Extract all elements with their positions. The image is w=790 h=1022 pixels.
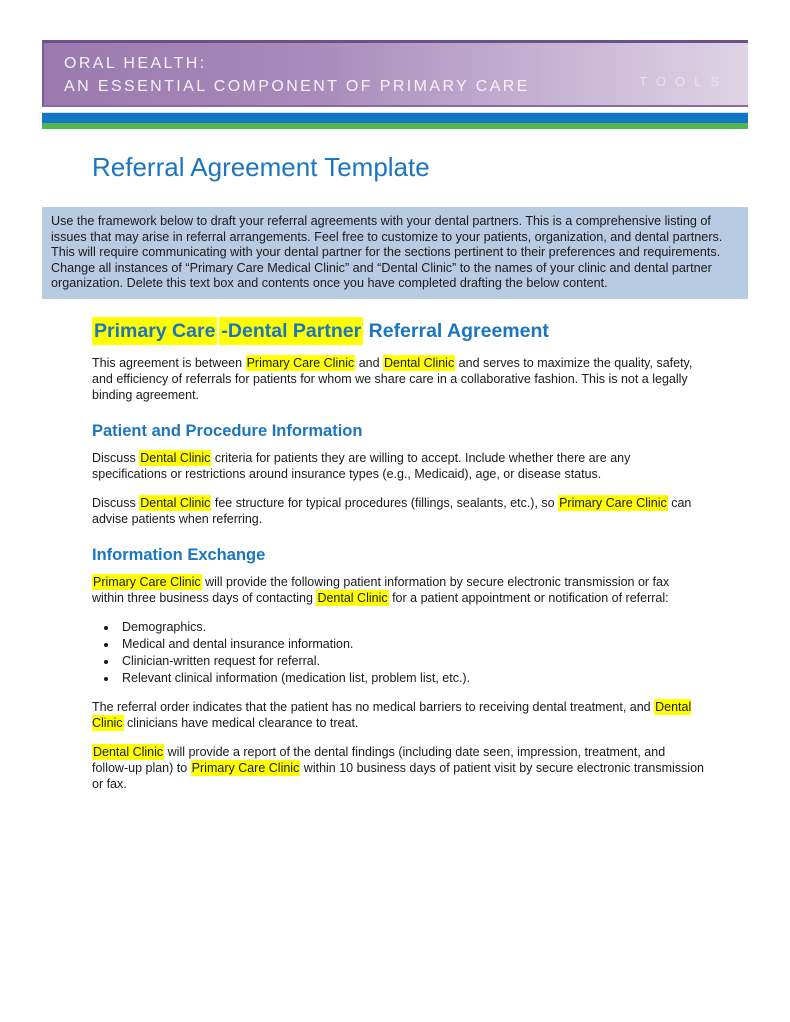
banner-corner-label: TOOLS — [639, 73, 728, 89]
text-run: will provide the following patient information by secure electronic transmission or fax within three business days of contacting — [92, 574, 670, 605]
text-run: and serves to maximize the quality, safety, and efficiency of referrals for patients for whom we share care in a collaborative fashion. This is not a legally binding agreement. — [92, 355, 693, 402]
section-heading — [92, 421, 704, 442]
text-run: Patient and Procedure Information — [92, 421, 363, 440]
bullet-item: • Demographics. — [118, 619, 704, 635]
text-run: within 10 business days of patient visit by secure electronic transmission or fax. — [92, 760, 704, 791]
section-heading — [92, 545, 704, 566]
highlighted-text: -Dental Partner — [219, 317, 363, 345]
instruction-text: Use the framework below to draft your referral agreements with your dental partners. This is a comprehensive listing of issues that may arise in referral arrangements. Feel free to customize to your patients, organization, and dental partners. This will require communicating with your dental partner for the sections pertinent to their preferences and requirements. Change all instances of “Primary Care Medical Clinic” and “Dental Clinic” to the names of your clinic and dental partner organization. Delete this text box and contents once you have completed drafting the below content. — [51, 214, 723, 291]
text-run: clinicians have medical clearance to treat. — [123, 715, 359, 730]
bullet-item: • Clinician-written request for referral. — [118, 653, 704, 669]
paragraph — [92, 699, 704, 731]
highlighted-text: Dental Clinic — [140, 450, 211, 465]
text-run: Information Exchange — [92, 545, 266, 564]
text-run: can advise patients when referring. — [92, 495, 692, 526]
highlighted-text: Dental Clinic — [92, 699, 692, 730]
banner — [42, 40, 748, 107]
text-run: Referral Agreement — [363, 319, 549, 342]
paragraph — [92, 744, 704, 792]
banner-title-line1: ORAL HEALTH: — [64, 55, 207, 72]
highlighted-text: Primary Care Clinic — [93, 574, 201, 589]
text-run: and — [355, 355, 384, 370]
highlighted-text: Primary Care Clinic — [191, 760, 300, 775]
highlighted-text: Dental Clinic — [93, 744, 164, 759]
text-run: Discuss — [92, 495, 140, 510]
document-title: Referral Agreement Template — [92, 152, 430, 182]
paragraph — [92, 495, 704, 527]
bullet-list — [92, 619, 704, 686]
highlighted-text: Dental Clinic — [384, 355, 455, 370]
highlighted-text: Dental Clinic — [140, 495, 211, 510]
text-run: criteria for patients they are willing to accept. Include whether there are any specifications or restrictions around insurance types (e.g., Medicaid), age, or disease status. — [92, 450, 631, 481]
divider-stripe-blue — [42, 112, 748, 123]
instruction-box — [42, 207, 748, 299]
text-run: Discuss — [92, 450, 140, 465]
banner-title — [64, 52, 530, 98]
paragraph — [92, 355, 704, 403]
document-page — [0, 40, 790, 1022]
text-run: for a patient appointment or notification of referral: — [388, 590, 669, 605]
paragraph — [92, 450, 704, 482]
highlighted-text: Primary Care Clinic — [559, 495, 667, 510]
highlighted-text: Dental Clinic — [317, 590, 388, 605]
highlighted-text: Primary Care Clinic — [246, 355, 355, 370]
agreement-title — [92, 319, 704, 343]
text-run: This agreement is between — [92, 355, 246, 370]
bullet-item: • Relevant clinical information (medication list, problem list, etc.). — [118, 670, 704, 686]
text-run: fee structure for typical procedures (fillings, sealants, etc.), so — [211, 495, 559, 510]
bullet-item: • Medical and dental insurance information. — [118, 636, 704, 652]
divider-stripe-green — [42, 123, 748, 129]
document-body — [92, 319, 704, 792]
text-run: will provide a report of the dental findings (including date seen, impression, treatment, and follow-up plan) to — [92, 744, 666, 775]
banner-title-line2: AN ESSENTIAL COMPONENT OF PRIMARY CARE — [64, 78, 530, 95]
paragraph — [92, 574, 704, 606]
highlighted-text: Primary Care — [92, 317, 217, 345]
text-run: The referral order indicates that the patient has no medical barriers to receiving dental treatment, and — [92, 699, 655, 714]
